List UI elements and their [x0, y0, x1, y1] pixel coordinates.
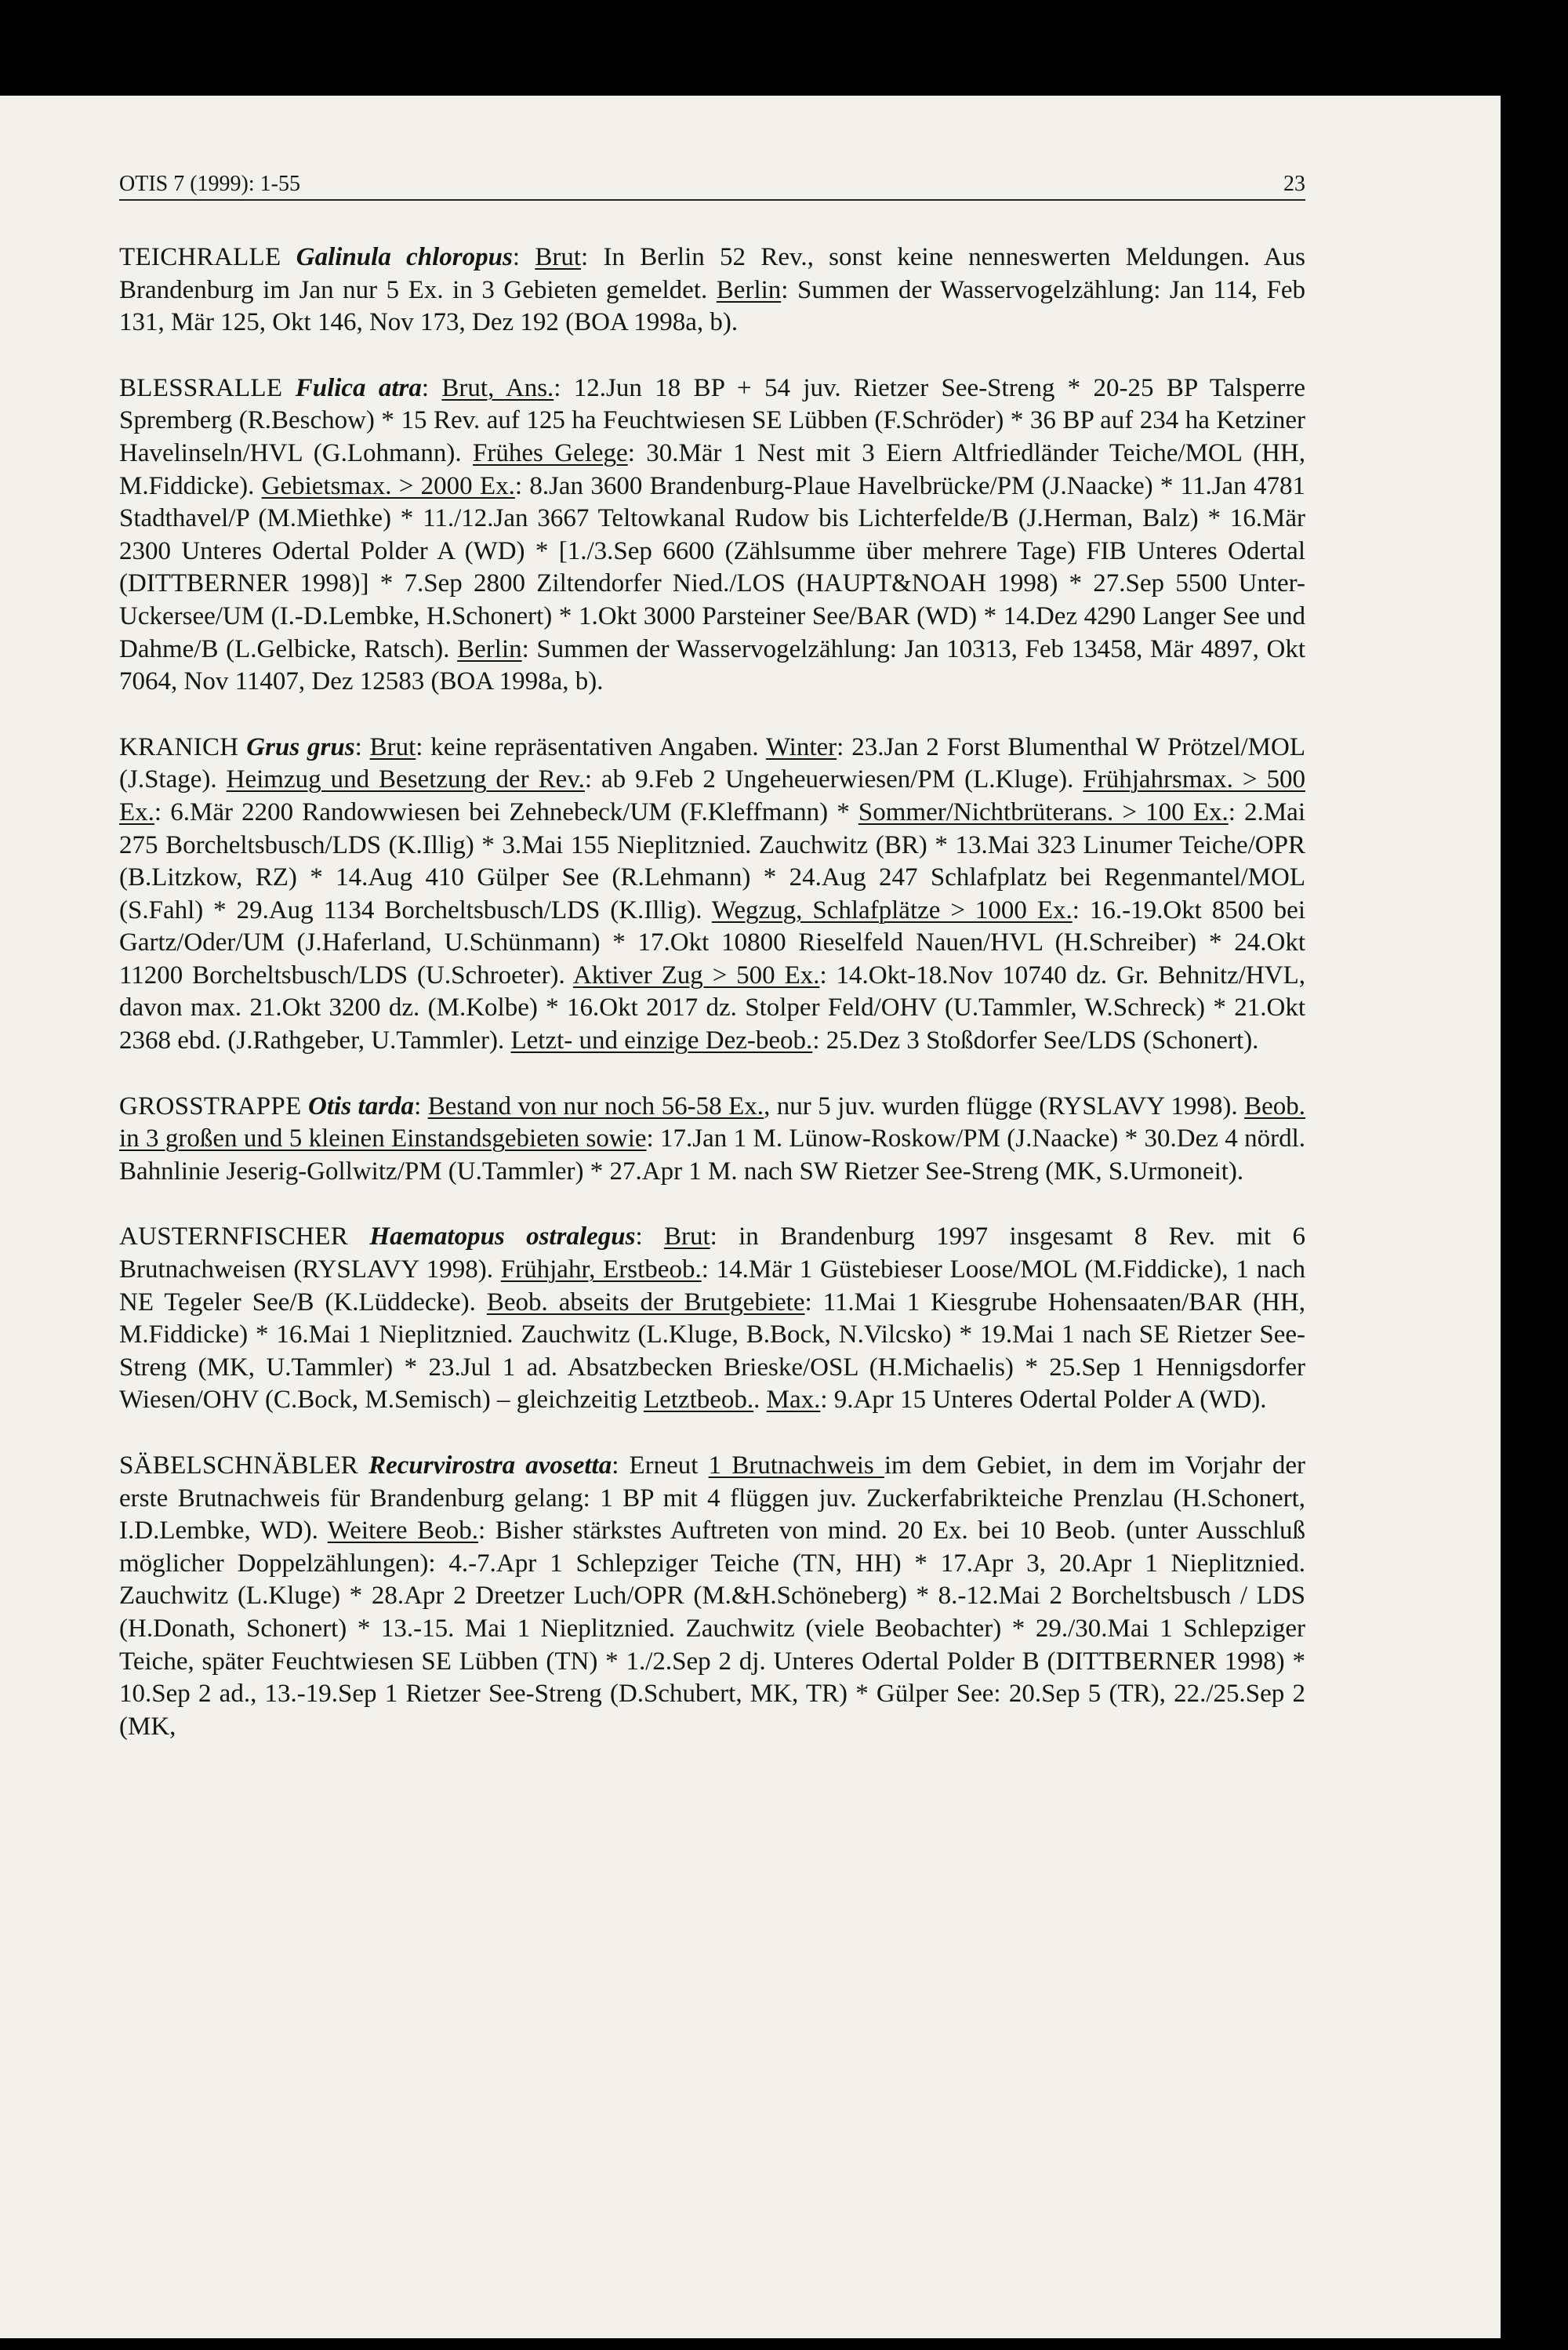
section-heading: Brut: [369, 732, 416, 761]
body-text: : 23.Jan 2 Forst Blumenthal W Prötzel/MOL (J.Stage).: [119, 732, 1305, 794]
journal-reference: OTIS 7 (1999): 1-55: [119, 172, 300, 196]
body-text: : 14.Mär 1 Güstebieser Loose/MOL (M.Fiddicke), 1 nach NE Tegeler See/B (K.Lüddecke).: [119, 1255, 1305, 1317]
body-text: : Erneut: [612, 1451, 709, 1480]
body-text: :: [421, 373, 442, 402]
latin-name: Haematopus ostralegus: [369, 1222, 636, 1251]
species-name: AUSTERNFISCHER: [119, 1222, 349, 1251]
species-name: GROSSTRAPPE: [119, 1091, 302, 1121]
body-text: :: [512, 243, 535, 271]
body-text: : In Berlin 52 Rev., sonst keine nenneswerten Meldungen. Aus Brandenburg im Jan nur 5 Ex. in 3 Gebieten gemeldet.: [119, 243, 1306, 304]
species-list: [119, 242, 1305, 1743]
section-heading: Gebietsmax. > 2000 Ex.: [261, 471, 515, 500]
body-text: : 30.Mär 1 Nest mit 3 Eiern Altfriedländer Teiche/MOL (HH, M.Fiddicke).: [119, 438, 1305, 500]
species-name: SÄBELSCHNÄBLER: [119, 1451, 358, 1480]
body-text: : Summen der Wasservogelzählung: Jan 114, Feb 131, Mär 125, Okt 146, Nov 173, Dez 192 (BOA 1998a, b).: [119, 275, 1305, 337]
species-entry: [119, 1221, 1305, 1417]
section-heading: Letztbeob.: [643, 1386, 754, 1415]
section-heading: Winter: [765, 732, 837, 761]
section-heading: 1 Brutnachweis: [708, 1451, 884, 1480]
body-text: : 14.Okt-18.Nov 10740 dz. Gr. Behnitz/HVL, davon max. 21.Okt 3200 dz. (M.Kolbe) * 16.Okt 2017 dz. Stolper Feld/OHV (U.Tammler, W.Schreck) * 21.Okt 2368 ebd. (J.Rathgeber, U.Tammler).: [119, 961, 1306, 1055]
body-text: : in Brandenburg 1997 insgesamt 8 Rev. mit 6 Brutnachweisen (RYSLAVY 1998).: [119, 1222, 1306, 1284]
species-name: KRANICH: [119, 732, 239, 761]
section-heading: Aktiver Zug > 500 Ex.: [572, 961, 820, 990]
body-text: :: [354, 732, 370, 761]
section-heading: Max.: [766, 1386, 821, 1415]
section-heading: Bestand von nur noch 56-58 Ex.: [427, 1091, 764, 1121]
running-header: [119, 171, 1305, 201]
section-heading: Letzt- und einzige Dez-beob.: [510, 1026, 813, 1055]
section-heading: Berlin: [716, 275, 782, 304]
species-entry: [119, 372, 1305, 699]
section-heading: Frühjahrsmax. > 500 Ex.: [119, 765, 1305, 826]
body-text: : 17.Jan 1 M. Lünow-Roskow/PM (J.Naacke) * 30.Dez 4 nördl. Bahnlinie Jeserig-Gollwitz/PM (U.Tammler) * 27.Apr 1 M. nach SW Rietzer See-Streng (MK, S.Urmoneit).: [119, 1124, 1305, 1186]
section-heading: Brut: [535, 243, 581, 271]
species-entry: [119, 1091, 1305, 1189]
species-name: TEICHRALLE: [119, 243, 281, 271]
section-heading: Sommer/Nichtbrüterans. > 100 Ex.: [858, 797, 1229, 826]
section-heading: Beob. abseits der Brutgebiete: [486, 1288, 805, 1317]
species-entry: [119, 242, 1305, 340]
body-text: : 11.Mai 1 Kiesgrube Hohensaaten/BAR (HH, M.Fiddicke) * 16.Mai 1 Nieplitznied. Zauchwitz (L.Kluge, B.Bock, N.Vilcsko) * 19.Mai 1 nach SE Rietzer See-Streng (MK, U.Tammler) * 23.Jul 1 ad. Absatzbecken Brieske/OSL (H.Michaelis) * 25.Sep 1 Hennigsdorfer Wiesen/OHV (C.Bock, M.Semisch) – gleichzeitig: [119, 1288, 1305, 1415]
body-text: .: [753, 1386, 767, 1415]
latin-name: Fulica atra: [295, 373, 422, 402]
latin-name: Recurvirostra avosetta: [368, 1451, 612, 1480]
text-block: [119, 171, 1305, 1776]
section-heading: Heimzug und Besetzung der Rev.: [226, 765, 585, 794]
section-heading: Berlin: [457, 634, 522, 663]
body-text: :: [635, 1222, 664, 1251]
section-heading: Brut: [663, 1222, 710, 1251]
latin-name: Otis tarda: [308, 1091, 415, 1121]
body-text: : Bisher stärkstes Auftreten von mind. 20 Ex. bei 10 Beob. (unter Ausschluß möglicher Doppelzählungen): 4.-7.Apr 1 Schlepziger Teiche (TN, HH) * 17.Apr 3, 20.Apr 1 Nieplitznied. Zauchwitz (L.Kluge) * 28.Apr 2 Dreetzer Luch/OPR (M.&H.Schöneberg) * 8.-12.Mai 2 Borcheltsbusch / LDS (H.Donath, Schonert) * 13.-15. Mai 1 Nieplitznied. Zauchwitz (viele Beobachter) * 29./30.Mai 1 Schlepziger Teiche, später Feuchtwiesen SE Lübben (TN) * 1./2.Sep 2 dj. Unteres Odertal Polder B (DITTBERNER 1998) * 10.Sep 2 ad., 13.-19.Sep 1 Rietzer See-Streng (D.Schubert, MK, TR) * Gülper See: 20.Sep 5 (TR), 22./25.Sep 2 (MK,: [119, 1516, 1305, 1741]
body-text: :: [414, 1091, 428, 1121]
species-entry: [119, 732, 1305, 1058]
body-text: : ab 9.Feb 2 Ungeheuerwiesen/PM (L.Kluge).: [584, 765, 1083, 794]
section-heading: Brut, Ans.: [441, 373, 554, 402]
section-heading: Beob. in 3 großen und 5 kleinen Einstandsgebieten sowie: [119, 1091, 1305, 1153]
section-heading: Wegzug, Schlafplätze > 1000 Ex.: [711, 895, 1073, 924]
section-heading: Frühes Gelege: [473, 438, 628, 467]
body-text: : Summen der Wasservogelzählung: Jan 10313, Feb 13458, Mär 4897, Okt 7064, Nov 11407, Dez 12583 (BOA 1998a, b).: [119, 634, 1305, 696]
latin-name: Galinula chloropus: [296, 243, 513, 271]
body-text: : 2.Mai 275 Borcheltsbusch/LDS (K.Illig) * 3.Mai 155 Nieplitznied. Zauchwitz (BR) * 13.Mai 323 Linumer Teiche/OPR (B.Litzkow, RZ) * 14.Aug 410 Gülper See (R.Lehmann) * 24.Aug 247 Schlafplatz bei Regenmantel/MOL (S.Fahl) * 29.Aug 1134 Borcheltsbusch/LDS (K.Illig).: [119, 797, 1305, 924]
page-number: 23: [1283, 172, 1305, 196]
species-entry: [119, 1450, 1305, 1743]
body-text: : 8.Jan 3600 Brandenburg-Plaue Havelbrücke/PM (J.Naacke) * 11.Jan 4781 Stadthavel/P (M.Miethke) * 11./12.Jan 3667 Teltowkanal Rudow bis Lichterfelde/B (J.Herman, Balz) * 16.Mär 2300 Unteres Odertal Polder A (WD) * [1./3.Sep 6600 (Zählsumme über mehrere Tage) FIB Unteres Odertal (DITTBERNER 1998)] * 7.Sep 2800 Ziltendorfer Nied./LOS (HAUPT&NOAH 1998) * 27.Sep 5500 Unter-Uckersee/UM (I.-D.Lembke, H.Schonert) * 1.Okt 3000 Parsteiner See/BAR (WD) * 14.Dez 4290 Langer See und Dahme/B (L.Gelbicke, Ratsch).: [119, 471, 1305, 663]
body-text: : 16.-19.Okt 8500 bei Gartz/Oder/UM (J.Haferland, U.Schünmann) * 17.Okt 10800 Rieselfeld Nauen/HVL (H.Schreiber) * 24.Okt 11200 Borcheltsbusch/LDS (U.Schroeter).: [119, 895, 1305, 990]
latin-name: Grus grus: [246, 732, 355, 761]
body-text: : 12.Jun 18 BP + 54 juv. Rietzer See-Streng * 20-25 BP Talsperre Spremberg (R.Beschow) * 15 Rev. auf 125 ha Feuchtwiesen SE Lübben (F.Schröder) * 36 BP auf 234 ha Ketziner Havelinseln/HVL (G.Lohmann).: [119, 373, 1305, 467]
body-text: im dem Gebiet, in dem im Vorjahr der erste Brutnachweis für Brandenburg gelang: 1 BP mit 4 flüggen juv. Zuckerfabrikteiche Prenzlau (H.Schonert, I.D.Lembke, WD).: [119, 1451, 1306, 1545]
species-name: BLESSRALLE: [119, 373, 283, 402]
body-text: : keine repräsentativen Angaben.: [416, 732, 766, 761]
body-text: , nur 5 juv. wurden flügge (RYSLAVY 1998).: [764, 1091, 1245, 1121]
section-heading: Weitere Beob.: [327, 1516, 478, 1545]
body-text: : 9.Apr 15 Unteres Odertal Polder A (WD).: [820, 1386, 1267, 1415]
section-heading: Frühjahr, Erstbeob.: [500, 1255, 702, 1284]
body-text: : 25.Dez 3 Stoßdorfer See/LDS (Schonert).: [812, 1026, 1259, 1055]
body-text: : 6.Mär 2200 Randowwiesen bei Zehnebeck/UM (F.Kleffmann) *: [154, 797, 858, 826]
